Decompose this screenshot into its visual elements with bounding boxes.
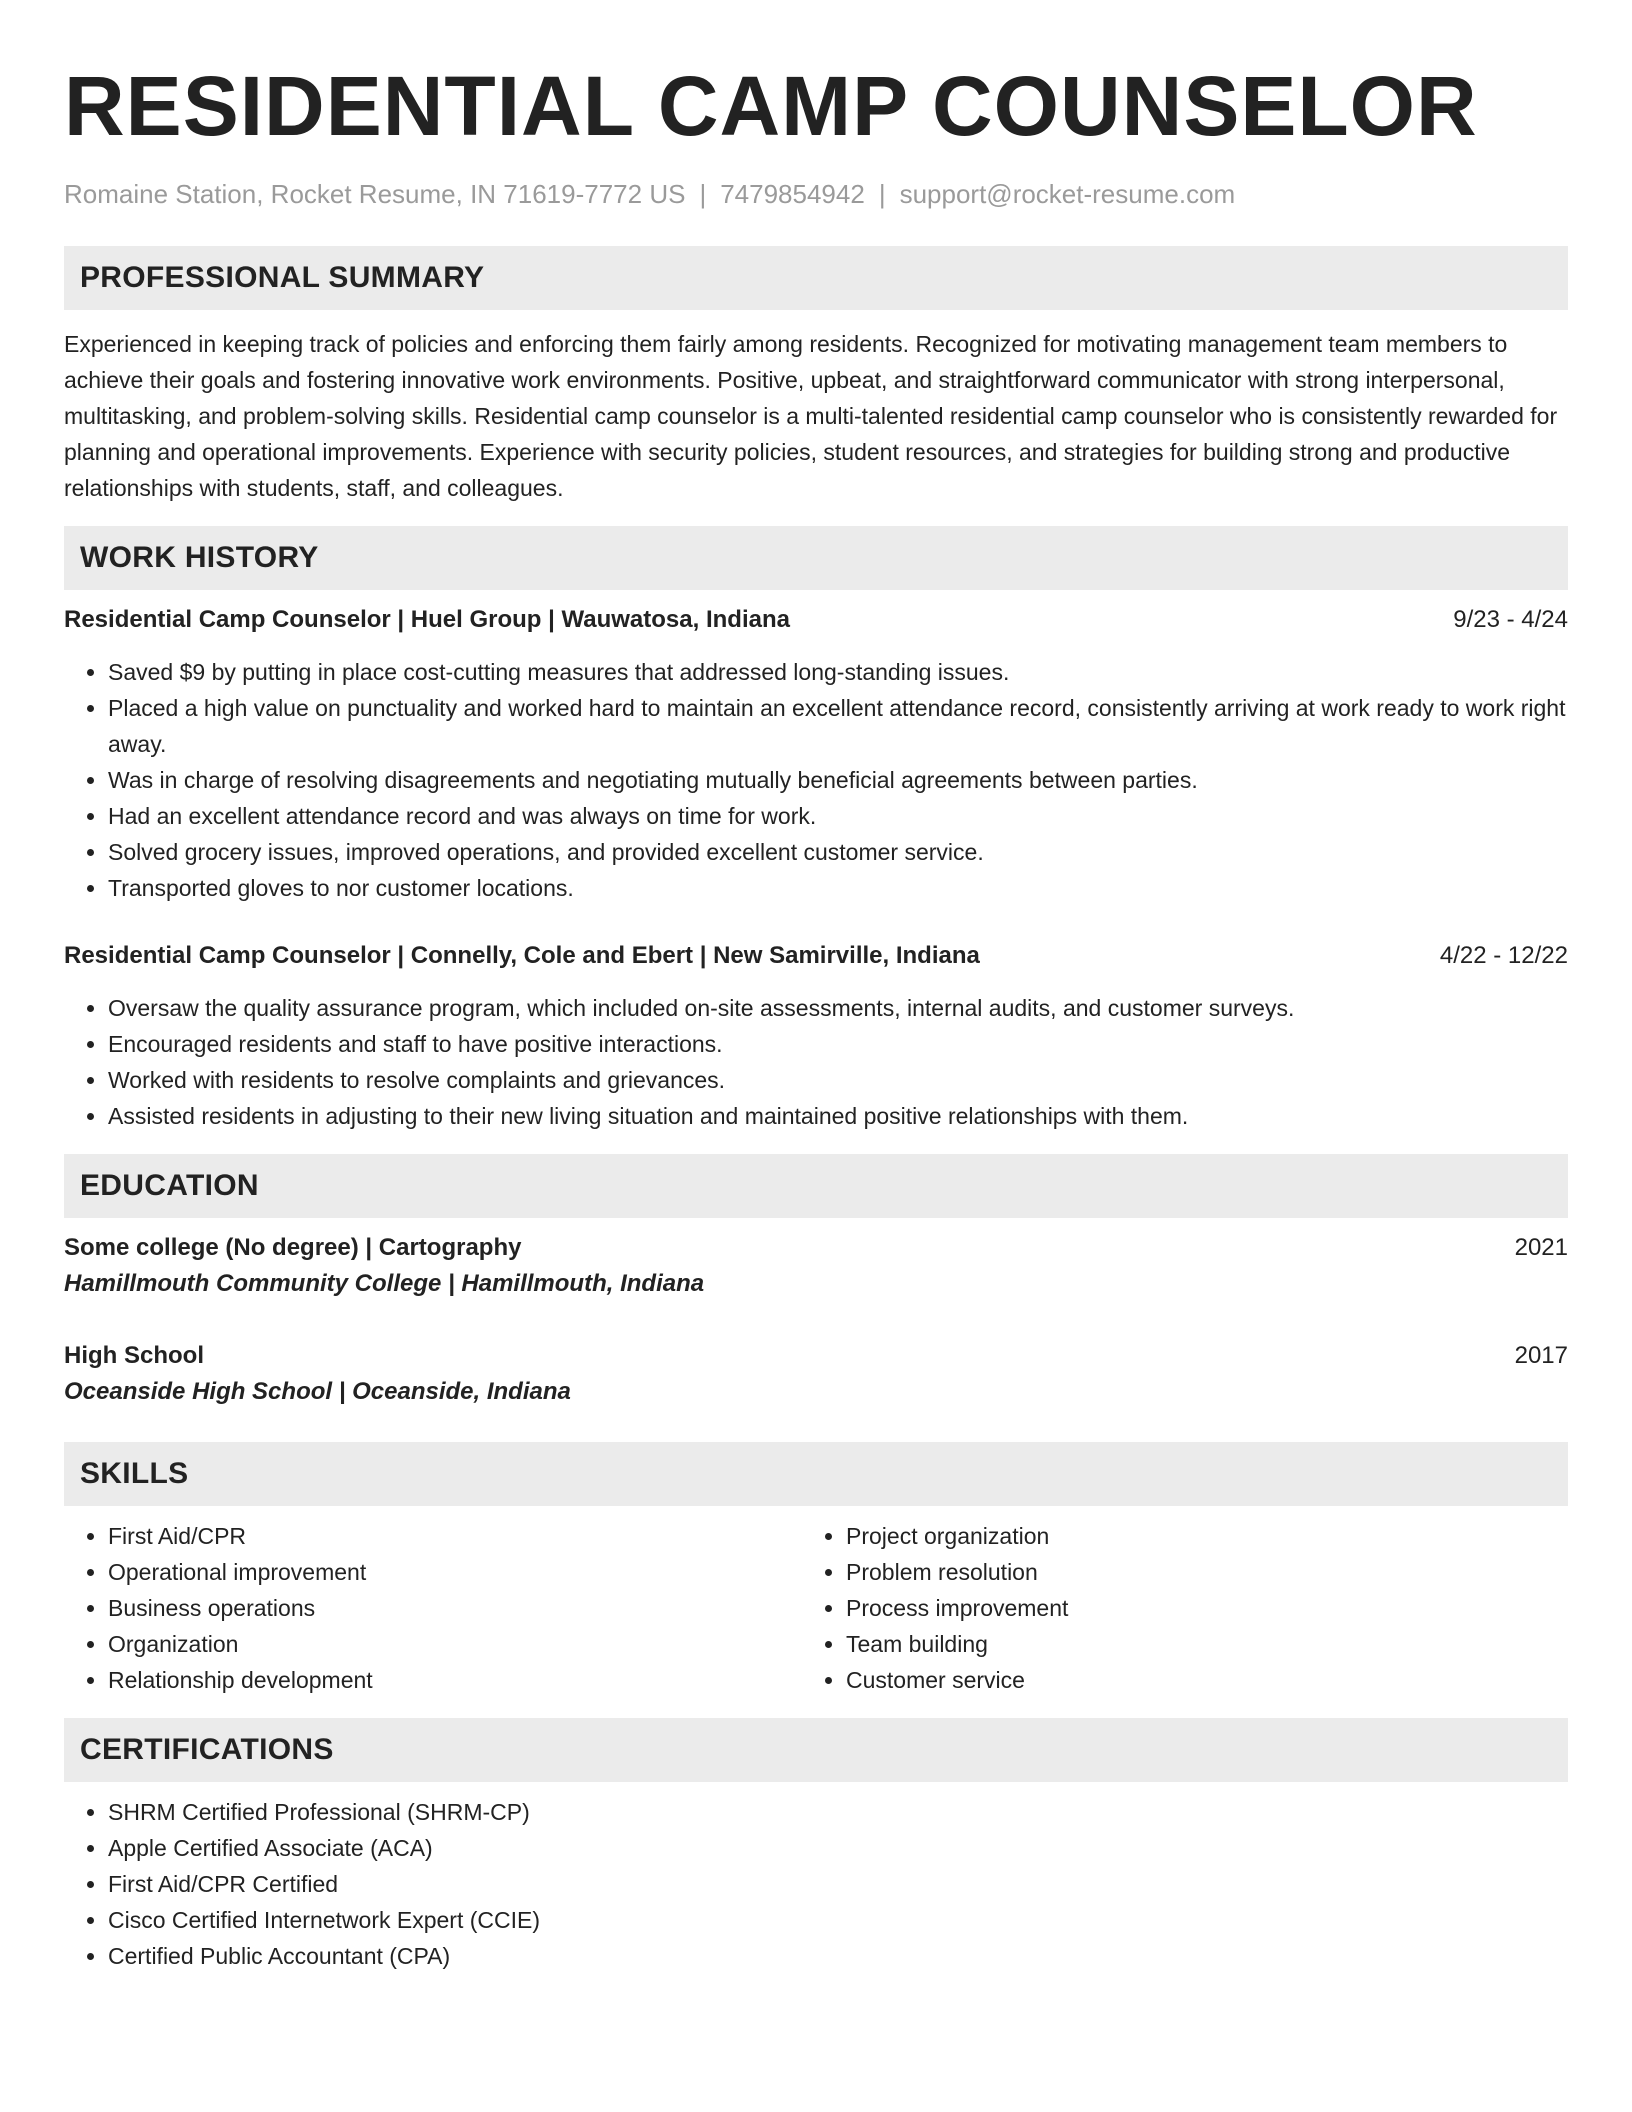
skill-item: • Team building — [846, 1626, 1540, 1662]
contact-email: support@rocket-resume.com — [899, 179, 1236, 209]
education-degree: Some college (No degree) | Cartography — [64, 1234, 522, 1261]
contact-separator: | — [878, 179, 886, 209]
job-bullet: • Assisted residents in adjusting to their new living situation and maintained positive relationships with them. — [108, 1098, 1568, 1134]
education-entry — [64, 1338, 1568, 1410]
work-history-heading: WORK HISTORY — [64, 526, 1568, 590]
job-header — [64, 602, 1568, 638]
skill-item: • Problem resolution — [846, 1554, 1540, 1590]
contact-address: Romaine Station, Rocket Resume, IN 71619-7772 US — [64, 179, 686, 209]
job-entry — [64, 602, 1568, 906]
job-bullet: • Worked with residents to resolve complaints and grievances. — [108, 1062, 1568, 1098]
job-bullets — [64, 990, 1568, 1134]
summary-text: Experienced in keeping track of policies and enforcing them fairly among residents. Recognized for motivating management team members to achieve their goals and fostering innovative work environments. Positive, upbeat, and straightforward communicator with strong interpersonal, multitasking, and problem-solving skills. Residential camp counselor is a multi-talented residential camp counselor who is consistently rewarded for planning and operational improvements. Experience with security policies, student resources, and strategies for building strong and productive relationships with students, staff, and colleagues. — [64, 331, 1558, 501]
job-bullet: • Placed a high value on punctuality and worked hard to maintain an excellent attendance record, consistently arriving at work ready to work right away. — [108, 690, 1568, 762]
skill-item: • Operational improvement — [108, 1554, 802, 1590]
skill-item: • Customer service — [846, 1662, 1540, 1698]
job-bullet: • Oversaw the quality assurance program, which included on-site assessments, internal audits, and customer surveys. — [108, 990, 1568, 1026]
job-title: Residential Camp Counselor | Connelly, Cole and Ebert | New Samirville, Indiana — [64, 942, 980, 969]
skill-item: • First Aid/CPR — [108, 1518, 802, 1554]
education-heading: EDUCATION — [64, 1154, 1568, 1218]
job-header — [64, 938, 1568, 974]
education-header — [64, 1338, 1568, 1374]
summary-heading: PROFESSIONAL SUMMARY — [64, 246, 1568, 310]
certification-item: • First Aid/CPR Certified — [108, 1866, 1568, 1902]
education-header — [64, 1230, 1568, 1266]
job-bullet: • Had an excellent attendance record and was always on time for work. — [108, 798, 1568, 834]
education-degree: High School — [64, 1342, 204, 1369]
skills-grid — [64, 1518, 1568, 1698]
job-entry — [64, 938, 1568, 1134]
skill-item: • Business operations — [108, 1590, 802, 1626]
skill-item: • Process improvement — [846, 1590, 1540, 1626]
skills-list — [64, 1518, 802, 1698]
education-year: 2017 — [1514, 1342, 1568, 1369]
certification-item: • Apple Certified Associate (ACA) — [108, 1830, 1568, 1866]
resume-name: RESIDENTIAL CAMP COUNSELOR — [64, 59, 1478, 153]
skill-item: • Organization — [108, 1626, 802, 1662]
education-entry — [64, 1230, 1568, 1302]
contact-line — [64, 176, 1568, 212]
skills-list — [802, 1518, 1540, 1698]
job-dates: 9/23 - 4/24 — [1453, 606, 1568, 633]
skills-heading: SKILLS — [64, 1442, 1568, 1506]
certifications-list — [64, 1794, 1568, 1974]
certification-item: • Cisco Certified Internetwork Expert (CCIE) — [108, 1902, 1568, 1938]
certifications-heading: CERTIFICATIONS — [64, 1718, 1568, 1782]
contact-phone: 7479854942 — [720, 179, 865, 209]
job-title: Residential Camp Counselor | Huel Group | Wauwatosa, Indiana — [64, 606, 790, 633]
job-bullet: • Was in charge of resolving disagreements and negotiating mutually beneficial agreements between parties. — [108, 762, 1568, 798]
education-year: 2021 — [1514, 1234, 1568, 1261]
job-bullet: • Encouraged residents and staff to have positive interactions. — [108, 1026, 1568, 1062]
contact-separator: | — [699, 179, 707, 209]
certification-item: • SHRM Certified Professional (SHRM-CP) — [108, 1794, 1568, 1830]
skills-column-left — [64, 1518, 802, 1698]
skill-item: • Project organization — [846, 1518, 1540, 1554]
certification-item: • Certified Public Accountant (CPA) — [108, 1938, 1568, 1974]
job-bullet: • Transported gloves to nor customer locations. — [108, 870, 1568, 906]
skill-item: • Relationship development — [108, 1662, 802, 1698]
job-bullet: • Saved $9 by putting in place cost-cutting measures that addressed long-standing issues. — [108, 654, 1568, 690]
education-school: Hamillmouth Community College | Hamillmouth, Indiana — [64, 1270, 705, 1297]
job-dates: 4/22 - 12/22 — [1439, 942, 1568, 969]
job-bullet: • Solved grocery issues, improved operations, and provided excellent customer service. — [108, 834, 1568, 870]
education-school: Oceanside High School | Oceanside, Indiana — [64, 1378, 571, 1405]
skills-column-right — [802, 1518, 1540, 1698]
job-bullets — [64, 654, 1568, 906]
